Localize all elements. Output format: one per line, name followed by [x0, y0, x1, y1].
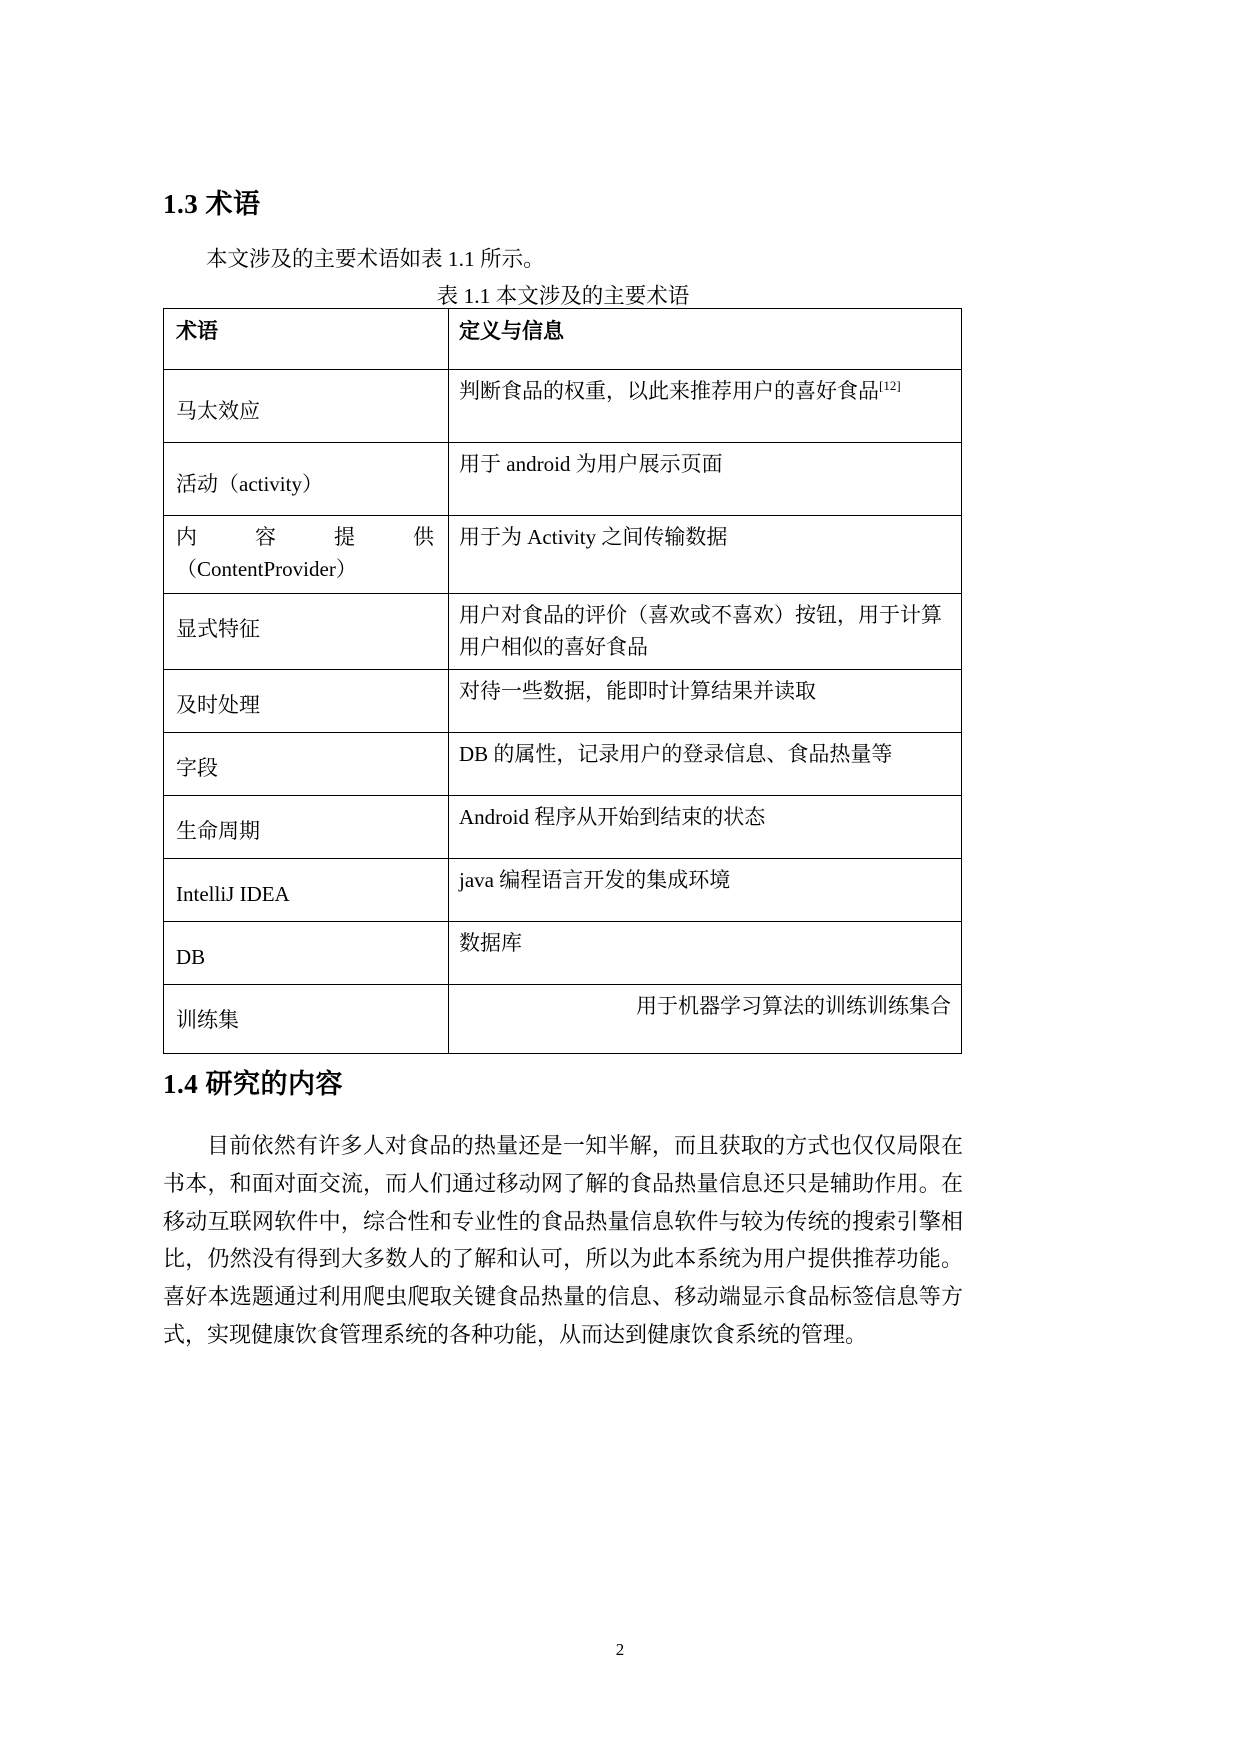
table-cell-term: [164, 859, 449, 922]
term-label: 字段: [176, 756, 218, 780]
table-cell-definition: [449, 670, 962, 733]
table-header-term-label: 术语: [176, 319, 218, 343]
table-header-term: [164, 309, 449, 370]
table-cell-definition: [449, 796, 962, 859]
table-cell-definition: [449, 594, 962, 670]
table-cell-definition: [449, 733, 962, 796]
section-heading-1-4: 1.4 研究的内容: [163, 1069, 343, 1099]
table-row: [164, 443, 962, 516]
table-cell-term: [164, 796, 449, 859]
table-cell-term: [164, 516, 449, 594]
table-row: [164, 594, 962, 670]
definition-text: 用于机器学习算法的训练训练集合: [636, 994, 951, 1018]
table-header-definition-label: 定义与信息: [459, 319, 564, 343]
term-label: 及时处理: [176, 693, 260, 717]
term-label: 马太效应: [176, 399, 260, 423]
page-number: 2: [615, 1640, 625, 1659]
definition-text: DB 的属性，记录用户的登录信息、食品热量等: [459, 742, 893, 766]
table-cell-term: [164, 594, 449, 670]
intro-paragraph: 本文涉及的主要术语如表 1.1 所示。: [206, 247, 545, 271]
definition-text: java 编程语言开发的集成环境: [459, 868, 731, 892]
term-label: IntelliJ IDEA: [176, 882, 290, 906]
table-cell-term: [164, 370, 449, 443]
definition-text: 用于 android 为用户展示页面: [459, 452, 723, 476]
table-cell-term: [164, 922, 449, 985]
table-row: [164, 985, 962, 1054]
table-row: [164, 516, 962, 594]
table-header-row: [164, 309, 962, 370]
citation-marker: [12]: [879, 378, 901, 393]
table-cell-term: [164, 985, 449, 1054]
section-heading-1-3: 1.3 术语: [163, 189, 261, 219]
table-cell-definition: [449, 922, 962, 985]
table-row: [164, 370, 962, 443]
term-label: 训练集: [176, 1008, 239, 1032]
term-label-line1: 内 容 提 供: [176, 525, 434, 549]
table-header-definition: [449, 309, 962, 370]
table-cell-definition: [449, 370, 962, 443]
term-label: 显式特征: [176, 617, 260, 641]
table-row: [164, 670, 962, 733]
term-label-line2: （ContentProvider）: [176, 556, 357, 581]
table-cell-term: [164, 733, 449, 796]
table-row: [164, 922, 962, 985]
terminology-table: [163, 308, 962, 1054]
table-cell-definition: [449, 443, 962, 516]
table-caption: 表 1.1 本文涉及的主要术语: [436, 284, 690, 308]
definition-text: 数据库: [459, 931, 522, 955]
term-label: 生命周期: [176, 819, 260, 843]
table-row: [164, 733, 962, 796]
section-1-4-paragraph: 目前依然有许多人对食品的热量还是一知半解，而且获取的方式也仅仅局限在书本，和面对面交流，而人们通过移动网了解的食品热量信息还只是辅助作用。在移动互联网软件中，综合性和专业性的食品热量信息软件与较为传统的搜索引擎相比，仍然没有得到大多数人的了解和认可，所以为此本系统为用户提供推荐功能。喜好本选题通过利用爬虫爬取关键食品热量的信息、移动端显示食品标签信息等方式，实现健康饮食管理系统的各种功能，从而达到健康饮食系统的管理。: [163, 1133, 963, 1348]
table-row: [164, 859, 962, 922]
table-cell-term: [164, 443, 449, 516]
table-cell-definition: [449, 985, 962, 1054]
term-label: 活动（activity）: [176, 472, 323, 496]
definition-text: Android 程序从开始到结束的状态: [459, 805, 766, 829]
term-label: DB: [176, 945, 206, 969]
definition-text: 判断食品的权重，以此来推荐用户的喜好食品[12]: [459, 378, 901, 403]
table-cell-definition: [449, 859, 962, 922]
table-cell-term: [164, 670, 449, 733]
definition-text: 用户对食品的评价（喜欢或不喜欢）按钮，用于计算用户相似的喜好食品: [459, 603, 942, 659]
table-row: [164, 796, 962, 859]
table-cell-definition: [449, 516, 962, 594]
definition-text: 对待一些数据，能即时计算结果并读取: [459, 679, 816, 703]
definition-text: 用于为 Activity 之间传输数据: [459, 525, 728, 549]
